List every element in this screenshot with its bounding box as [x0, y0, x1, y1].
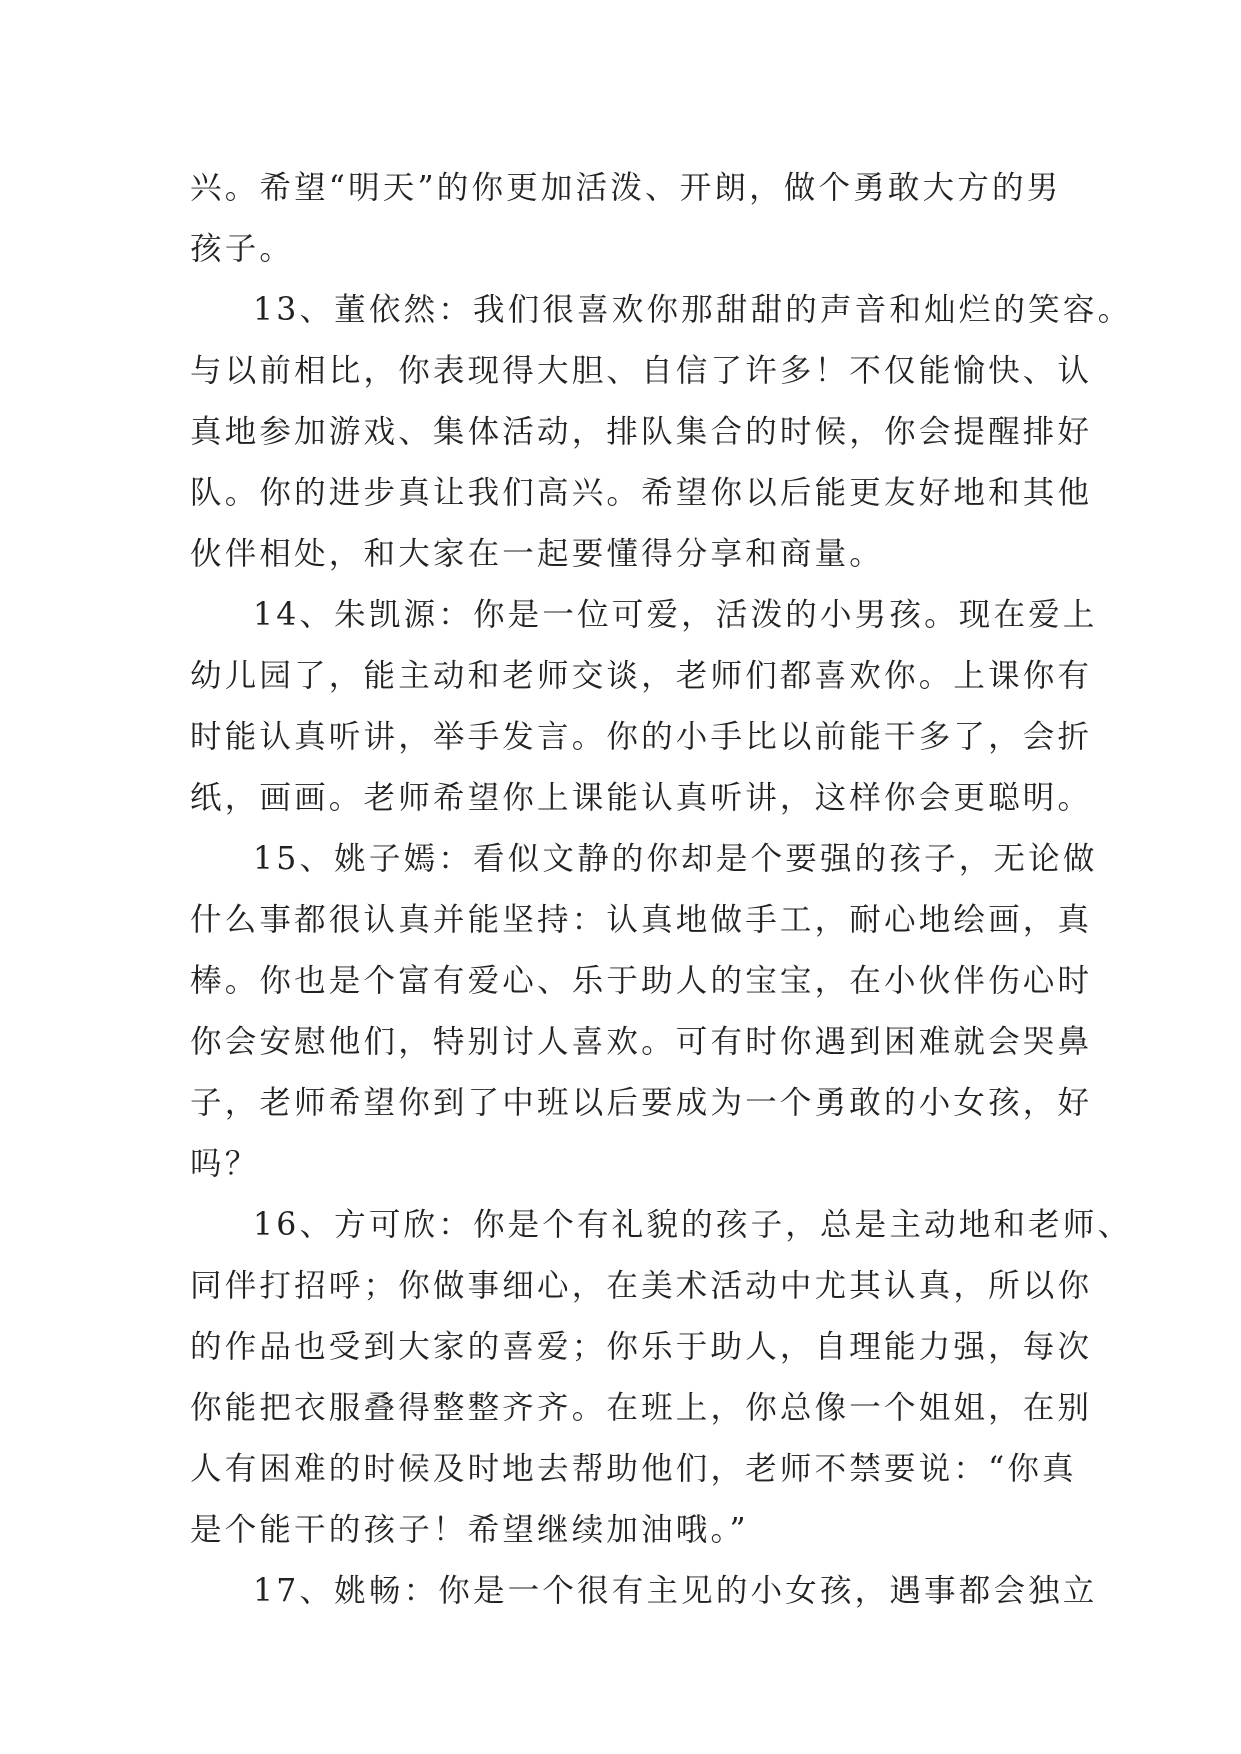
text-line: 的作品也受到大家的喜爱；你乐于助人，自理能力强，每次 — [190, 1329, 1093, 1365]
text-line: 时能认真听讲，举手发言。你的小手比以前能干多了，会折 — [190, 719, 1093, 755]
paragraph-17 — [190, 1561, 1098, 1622]
text-line: 什么事都很认真并能坚持：认真地做手工，耐心地绘画，真 — [190, 902, 1093, 938]
text-line: 你能把衣服叠得整整齐齐。在班上，你总像一个姐姐，在别 — [190, 1390, 1093, 1426]
text-line: 15、姚子嫣：看似文静的你却是个要强的孩子，无论做 — [253, 841, 1098, 877]
text-line: 是个能干的孩子！希望继续加油哦。” — [190, 1512, 749, 1548]
text-line: 真地参加游戏、集体活动，排队集合的时候，你会提醒排好 — [190, 414, 1093, 450]
text-line: 与以前相比，你表现得大胆、自信了许多！不仅能愉快、认 — [190, 353, 1093, 389]
text-line: 伙伴相处，和大家在一起要懂得分享和商量。 — [190, 536, 885, 572]
paragraph-15 — [190, 829, 1098, 1195]
text-line: 幼儿园了，能主动和老师交谈，老师们都喜欢你。上课你有 — [190, 658, 1093, 694]
text-line: 队。你的进步真让我们高兴。希望你以后能更友好地和其他 — [190, 475, 1093, 511]
text-line: 17、姚畅：你是一个很有主见的小女孩，遇事都会独立 — [253, 1573, 1098, 1609]
text-line: 同伴打招呼；你做事细心，在美术活动中尤其认真，所以你 — [190, 1268, 1093, 1304]
text-line: 棒。你也是个富有爱心、乐于助人的宝宝，在小伙伴伤心时 — [190, 963, 1093, 999]
text-line: 13、董依然：我们很喜欢你那甜甜的声音和灿烂的笑容。 — [253, 292, 1133, 328]
text-line: 兴。希望“明天”的你更加活泼、开朗，做个勇敢大方的男 — [190, 170, 1062, 206]
paragraph-16 — [190, 1195, 1133, 1561]
paragraph-13 — [190, 280, 1133, 585]
paragraph-14 — [190, 585, 1098, 829]
text-line: 人有困难的时候及时地去帮助他们，老师不禁要说：“你真 — [190, 1451, 1077, 1487]
text-line: 你会安慰他们，特别讨人喜欢。可有时你遇到困难就会哭鼻 — [190, 1024, 1093, 1060]
text-line: 纸，画画。老师希望你上课能认真听讲，这样你会更聪明。 — [190, 780, 1093, 816]
paragraph-12-continuation — [190, 158, 1062, 280]
text-line: 吗？ — [190, 1146, 260, 1182]
document-body — [190, 158, 1133, 1622]
text-line: 16、方可欣：你是个有礼貌的孩子，总是主动地和老师、 — [253, 1207, 1133, 1243]
text-line: 14、朱凯源：你是一位可爱，活泼的小男孩。现在爱上 — [253, 597, 1098, 633]
text-line: 孩子。 — [190, 231, 295, 267]
text-line: 子，老师希望你到了中班以后要成为一个勇敢的小女孩，好 — [190, 1085, 1093, 1121]
